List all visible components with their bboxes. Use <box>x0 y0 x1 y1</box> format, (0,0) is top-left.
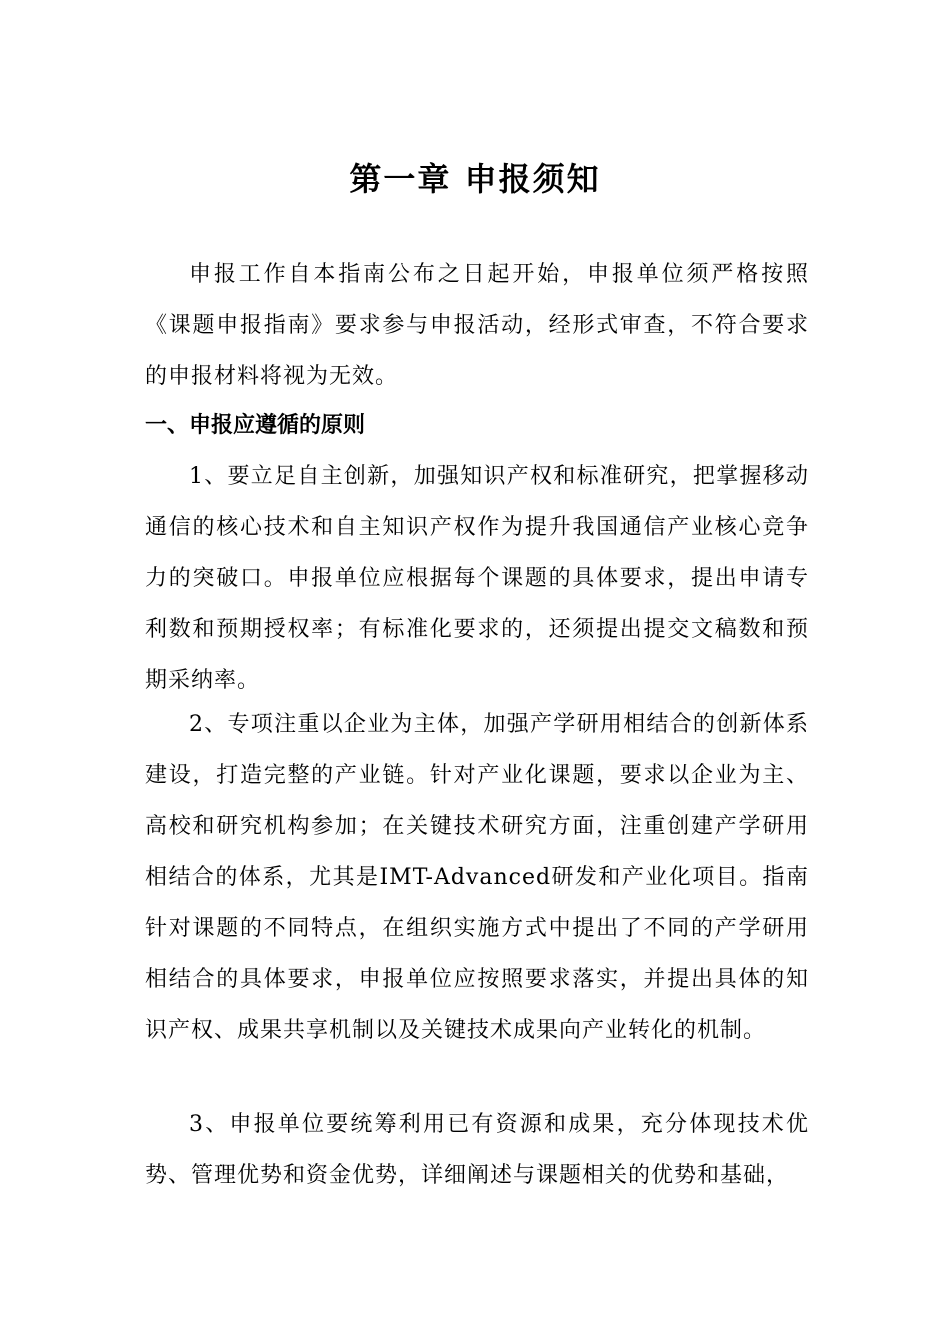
principle-paragraph-2: 2、专项注重以企业为主体，加强产学研用相结合的创新体系建设，打造完整的产业链。针对产业化课题，要求以企业为主、高校和研究机构参加；在关键技术研究方面，注重创建产学研用相结合的体系，尤其是IMT-Advanced研发和产业化项目。指南针对课题的不同特点，在组织实施方式中提出了不同的产学研用相结合的具体要求，申报单位应按照要求落实，并提出具体的知识产权、成果共享机制以及关键技术成果向产业转化的机制。 <box>145 712 809 1043</box>
principle-paragraph-3: 3、申报单位要统筹利用已有资源和成果，充分体现技术优势、管理优势和资金优势，详细阐述与课题相关的优势和基础， <box>145 1112 809 1188</box>
intro-paragraph: 申报工作自本指南公布之日起开始，申报单位须严格按照《课题申报指南》要求参与申报活动，经形式审查，不符合要求的申报材料将视为无效。 <box>145 262 809 389</box>
chapter-title: 第一章 申报须知 <box>349 160 601 198</box>
section-heading-principles: 一、申报应遵循的原则 <box>145 413 366 438</box>
principle-paragraph-1: 1、要立足自主创新，加强知识产权和标准研究，把掌握移动通信的核心技术和自主知识产权作为提升我国通信产业核心竞争力的突破口。申报单位应根据每个课题的具体要求，提出申请专利数和预期授权率；有标准化要求的，还须提出提交文稿数和预期采纳率。 <box>145 464 809 693</box>
